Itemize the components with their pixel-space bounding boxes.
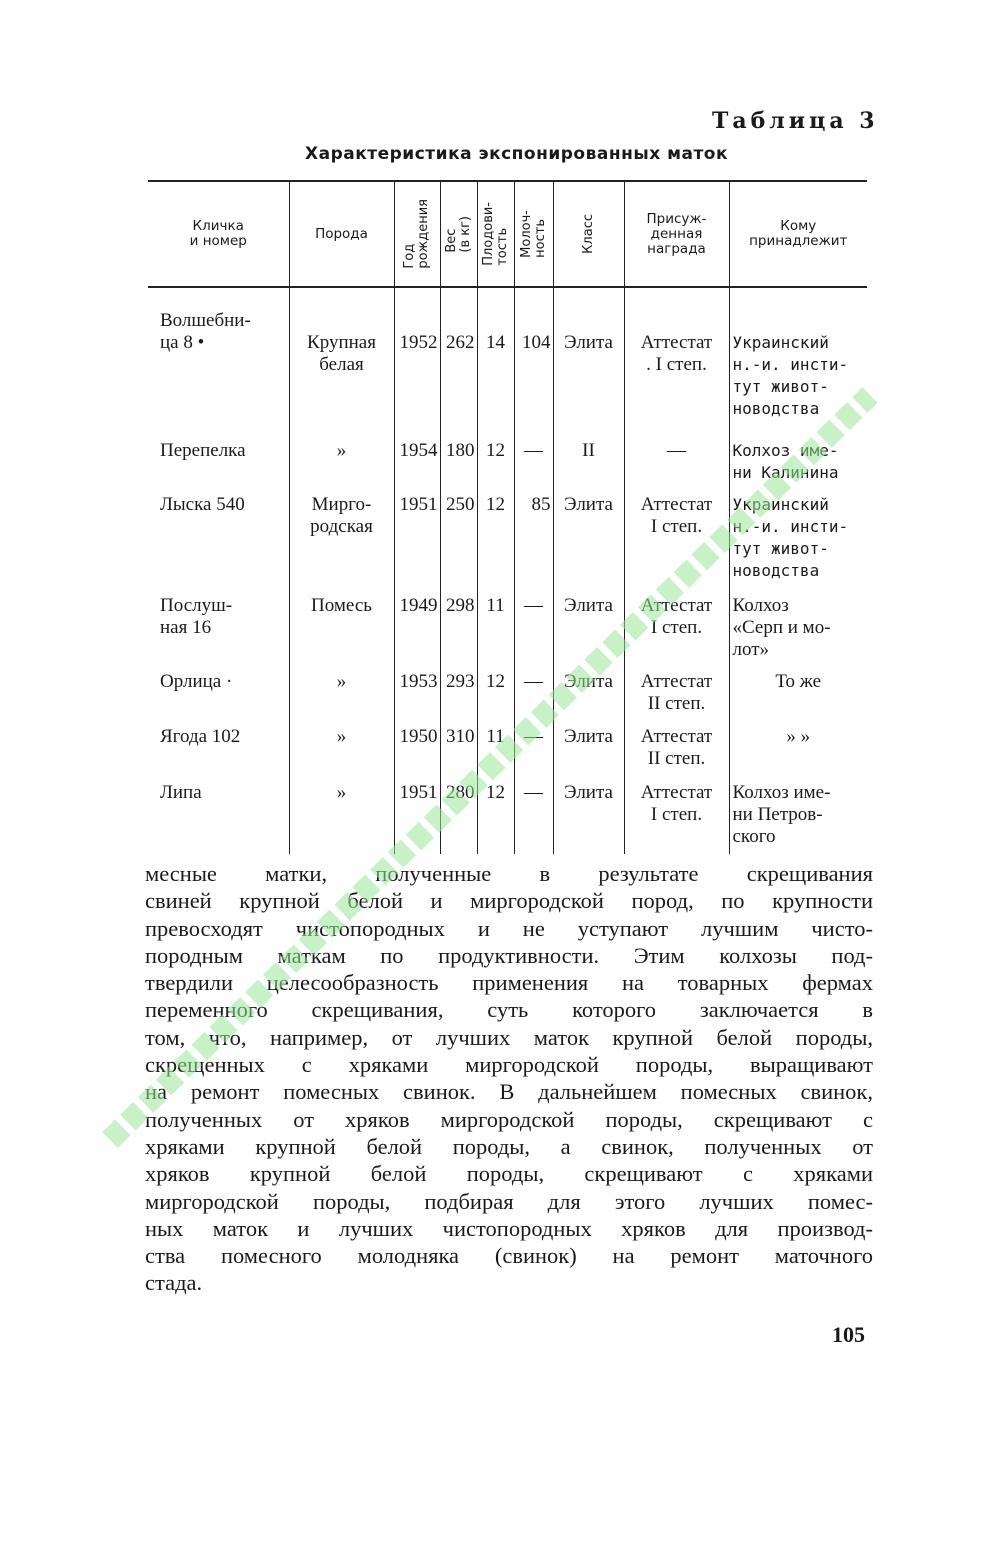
header-class: Класс xyxy=(553,181,624,287)
header-fertility: Плодови- тость xyxy=(477,181,514,287)
cell-weight: 280 xyxy=(440,782,477,854)
cell-weight: 180 xyxy=(440,440,477,494)
cell-weight: 262 xyxy=(440,287,477,440)
cell-owner: То же xyxy=(729,671,867,726)
cell-year: 1953 xyxy=(394,671,440,726)
table-header-row xyxy=(148,181,867,287)
cell-milk: — xyxy=(514,440,553,494)
cell-breed: Помесь xyxy=(289,595,394,671)
cell-year: 1952 xyxy=(394,287,440,440)
header-milk: Молоч- ность xyxy=(514,181,553,287)
table-row xyxy=(148,726,867,782)
text-line: ства помесного молодняка (свинок) на ремонт маточного xyxy=(145,1243,873,1269)
cell-breed: » xyxy=(289,782,394,854)
header-name: Кличка и номер xyxy=(148,181,289,287)
text-line: свиней крупной белой и миргородской пород, по крупности xyxy=(145,888,873,914)
cell-year: 1951 xyxy=(394,782,440,854)
cell-fertility: 12 xyxy=(477,440,514,494)
cell-breed: Мирго- родская xyxy=(289,494,394,595)
cell-class: Элита xyxy=(553,287,624,440)
text-line: хряками крупной белой породы, а свинок, полученных от xyxy=(145,1133,873,1159)
cell-owner: Украинский н.-и. инсти- тут живот- новодства xyxy=(729,494,867,595)
text-line: стада. xyxy=(145,1270,203,1296)
cell-award: Аттестат I степ. xyxy=(624,782,729,854)
cell-breed: » xyxy=(289,671,394,726)
cell-milk: 104 xyxy=(514,287,553,440)
text-line: миргородской породы, подбирая для этого лучших помес- xyxy=(145,1188,873,1214)
cell-milk: — xyxy=(514,782,553,854)
cell-owner: Колхоз име- ни Петров- ского xyxy=(729,782,867,854)
header-weight: Вес (в кг) xyxy=(440,181,477,287)
table-row xyxy=(148,671,867,726)
cell-owner: Колхоз име- ни Калинина xyxy=(729,440,867,494)
cell-owner: » » xyxy=(729,726,867,782)
cell-weight: 250 xyxy=(440,494,477,595)
cell-name: Липа xyxy=(148,782,289,854)
cell-name: Орлица · xyxy=(148,671,289,726)
ewes-table xyxy=(148,180,867,854)
text-line: ных маток и лучших чистопородных хряков для производ- xyxy=(145,1215,873,1241)
table-row xyxy=(148,494,867,595)
table-label: Таблица 3 xyxy=(712,108,879,134)
table-row xyxy=(148,287,867,440)
page-number: 105 xyxy=(832,1322,865,1347)
cell-milk: 85 xyxy=(514,494,553,595)
cell-fertility: 12 xyxy=(477,671,514,726)
text-line: полученных от хряков миргородской породы, скрещивают с xyxy=(145,1106,873,1132)
cell-fertility: 12 xyxy=(477,782,514,854)
cell-year: 1954 xyxy=(394,440,440,494)
table-row xyxy=(148,595,867,671)
text-line: месные матки, полученные в результате скрещивания xyxy=(145,861,873,886)
text-line: превосходят чистопородных и не уступают лучшим чисто- xyxy=(145,915,873,941)
cell-fertility: 11 xyxy=(477,726,514,782)
cell-year: 1951 xyxy=(394,494,440,595)
text-line: хряков крупной белой породы, скрещивают с хряками xyxy=(145,1161,873,1187)
cell-class: II xyxy=(553,440,624,494)
cell-class: Элита xyxy=(553,595,624,671)
cell-award: — xyxy=(624,440,729,494)
cell-award: Аттестат II степ. xyxy=(624,671,729,726)
header-breed: Порода xyxy=(289,181,394,287)
text-line: на ремонт помесных свинок. В дальнейшем помесных свинок, xyxy=(145,1079,873,1105)
cell-name: Послуш- ная 16 xyxy=(148,595,289,671)
cell-class: Элита xyxy=(553,494,624,595)
text-line: том, что, например, от лучших маток крупной белой породы, xyxy=(145,1024,873,1050)
text-line: скрещенных с хряками миргородской породы, выращивают xyxy=(145,1052,873,1078)
cell-breed: » xyxy=(289,726,394,782)
cell-weight: 293 xyxy=(440,671,477,726)
header-owner: Кому принадлежит xyxy=(729,181,867,287)
cell-fertility: 11 xyxy=(477,595,514,671)
cell-weight: 298 xyxy=(440,595,477,671)
cell-weight: 310 xyxy=(440,726,477,782)
cell-breed: » xyxy=(289,440,394,494)
cell-class: Элита xyxy=(553,726,624,782)
cell-milk: — xyxy=(514,671,553,726)
cell-name: Лыска 540 xyxy=(148,494,289,595)
cell-breed: Крупная белая xyxy=(289,287,394,440)
text-line: переменного скрещивания, суть которого заключается в xyxy=(145,997,873,1023)
table-caption: Характеристика экспонированных маток xyxy=(305,144,729,164)
text-line: породным маткам по продуктивности. Этим колхозы под- xyxy=(145,942,873,968)
cell-award: Аттестат I степ. xyxy=(624,494,729,595)
text-line: твердили целесообразность применения на товарных фермах xyxy=(145,970,873,996)
cell-fertility: 12 xyxy=(477,494,514,595)
body-paragraph xyxy=(145,860,873,1297)
cell-milk: — xyxy=(514,595,553,671)
cell-award: Аттестат I степ. xyxy=(624,595,729,671)
cell-year: 1950 xyxy=(394,726,440,782)
cell-name: Перепелка xyxy=(148,440,289,494)
cell-class: Элита xyxy=(553,782,624,854)
cell-year: 1949 xyxy=(394,595,440,671)
header-award: Присуж- денная награда xyxy=(624,181,729,287)
cell-class: Элита xyxy=(553,671,624,726)
header-year: Год рождения xyxy=(394,181,440,287)
cell-name: Ягода 102 xyxy=(148,726,289,782)
cell-owner: Украинский н.-и. инсти- тут живот- новодства xyxy=(729,287,867,440)
cell-milk: — xyxy=(514,726,553,782)
table-row xyxy=(148,782,867,854)
cell-fertility: 14 xyxy=(477,287,514,440)
cell-award: Аттестат . I степ. xyxy=(624,287,729,440)
table-row xyxy=(148,440,867,494)
cell-name: Волшебни- ца 8 • xyxy=(148,287,289,440)
cell-owner: Колхоз «Серп и мо- лот» xyxy=(729,595,867,671)
cell-award: Аттестат II степ. xyxy=(624,726,729,782)
